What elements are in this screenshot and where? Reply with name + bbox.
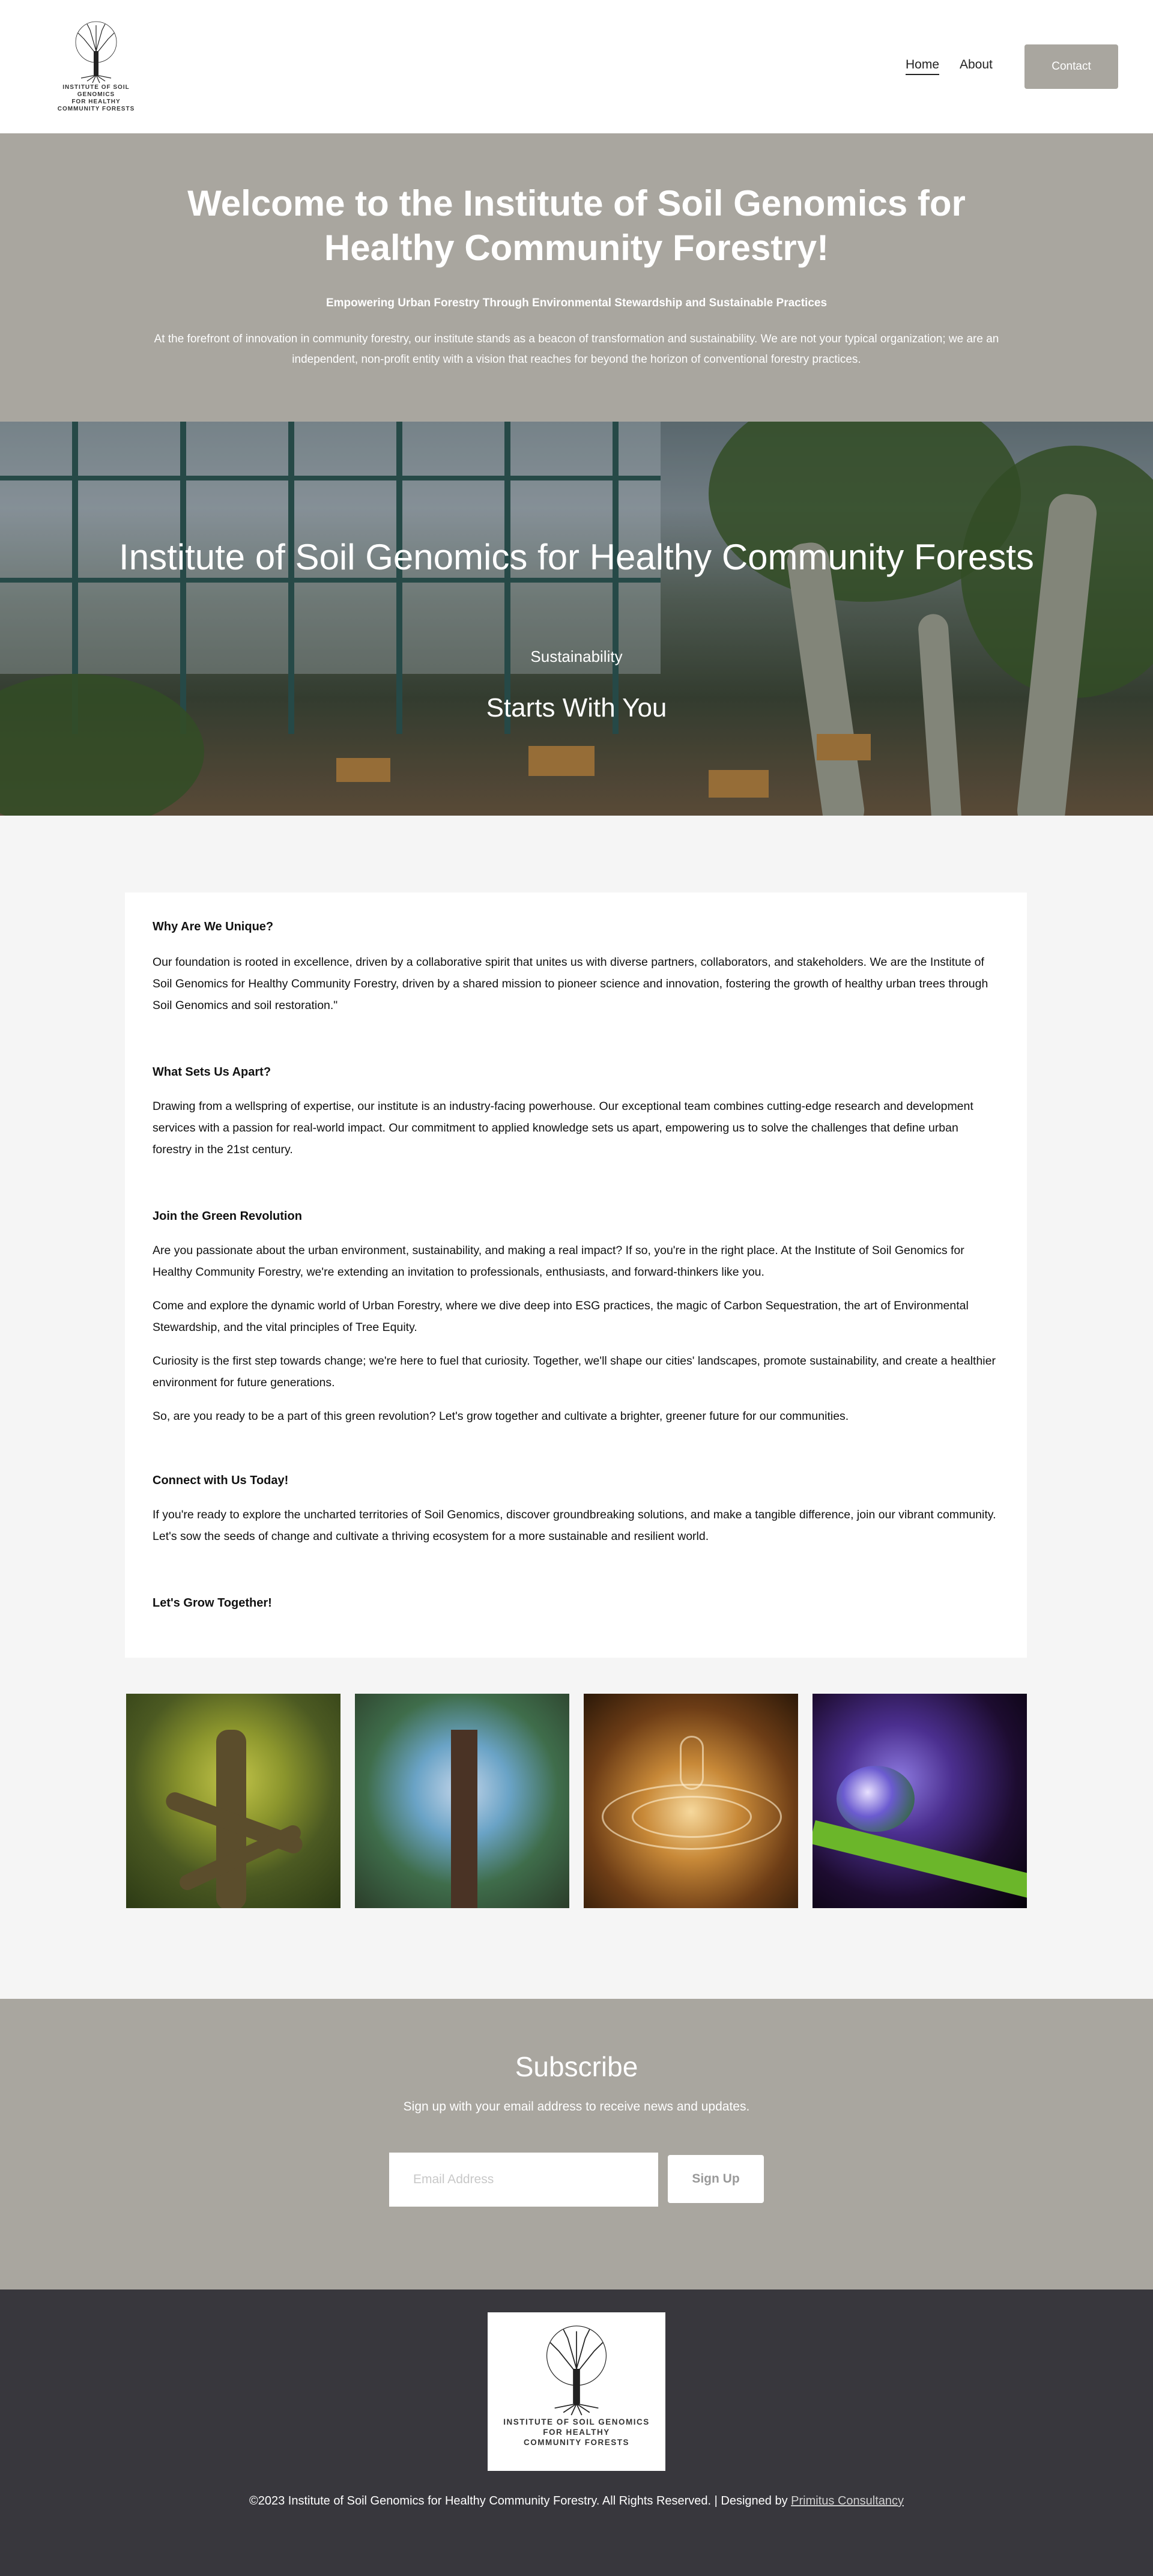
subscribe-description: Sign up with your email address to receive news and updates.: [403, 2100, 750, 2114]
section-heading: Connect with Us Today!: [153, 1474, 289, 1487]
hero-banner: [0, 422, 1153, 816]
logo-text-line: COMMUNITY FORESTS: [523, 2438, 629, 2447]
banner-overlay: [0, 422, 1153, 816]
section-paragraph: Curiosity is the first step towards change; we're here to fuel that curiosity. Together, we'll shape our cities' landscapes, promote sustainability, and create a healthier environment for future generations.: [153, 1354, 996, 1389]
section-paragraph: If you're ready to explore the uncharted territories of Soil Genomics, discover groundbreaking solutions, and make a tangible difference, join our vibrant community. Let's sow the seeds of change and cultivate a thriving ecosystem for a more sustainable and resilient world.: [153, 1508, 996, 1543]
site-header: [0, 0, 1153, 133]
contact-button[interactable]: Contact: [1024, 44, 1118, 89]
intro-description: At the forefront of innovation in community forestry, our institute stands as a beacon of transformation and sustainability. We are not your typical organization; we are an independent, non-profit entity with a vision that reaches for beyond the horizon of conventional forestry practices.: [154, 333, 999, 366]
section-heading: Join the Green Revolution: [153, 1210, 302, 1223]
section-heading: Let's Grow Together!: [153, 1596, 272, 1610]
splash-shape: [680, 1736, 704, 1790]
footer-logo[interactable]: [488, 2312, 665, 2471]
sign-up-button[interactable]: Sign Up: [668, 2155, 764, 2203]
nav-about-link[interactable]: About: [960, 58, 993, 71]
droplet-shape: [837, 1766, 915, 1832]
trunk-shape: [451, 1730, 477, 1908]
ripple-shape: [602, 1784, 782, 1850]
section-paragraph: Are you passionate about the urban environment, sustainability, and making a real impact? If so, you're in the right place. At the Institute of Soil Genomics for Healthy Community Forestry, we're extending an invitation to professionals, enthusiasts, and forward-thinkers like you.: [153, 1244, 964, 1279]
logo-text-line: FOR HEALTHY: [543, 2428, 610, 2437]
intro-subtitle: Empowering Urban Forestry Through Environmental Stewardship and Sustainable Practices: [325, 297, 828, 309]
designer-link[interactable]: Primitus Consultancy: [791, 2494, 904, 2508]
dew-drop-image: [813, 1694, 1027, 1908]
water-drop-image: [584, 1694, 798, 1908]
section-paragraph: Our foundation is rooted in excellence, driven by a collaborative spirit that unites us with diverse partners, collaborators, and stakeholders. We are the Institute of Soil Genomics for Healthy Community Forestry, driven by a shared mission to pioneer science and innovation, fostering the growth of healthy urban trees through Soil Genomics and soil restoration.": [153, 956, 988, 1012]
logo-text-line: FOR HEALTHY: [71, 98, 121, 105]
section-paragraph: Come and explore the dynamic world of Urban Forestry, where we dive deep into ESG practices, the magic of Carbon Sequestration, the art of Environmental Stewardship, and the vital principles of Tree Equity.: [153, 1299, 969, 1334]
section-paragraph: Drawing from a wellspring of expertise, our institute is an industry-facing powerhouse. Our exceptional team combines cutting-edge research and development services with a passion for real-world impact. Our commitment to applied knowledge sets us apart, empowering us to solve the challenges that define urban forestry in the 21st century.: [153, 1100, 973, 1156]
tree-logo-icon: [531, 2321, 622, 2417]
banner-tagline-2: Starts With You: [486, 693, 667, 723]
copyright-text: [0, 2494, 1153, 2508]
logo-text-line: INSTITUTE OF SOIL GENOMICS: [62, 84, 130, 98]
site-footer: [0, 2290, 1153, 2576]
redwood-image: [355, 1694, 569, 1908]
intro-section: [0, 133, 1153, 422]
page-title: Welcome to the Institute of Soil Genomics for Healthy Community Forestry!: [187, 183, 966, 268]
email-input[interactable]: [389, 2153, 658, 2207]
tree-logo-icon: [66, 18, 126, 84]
section-heading: Why Are We Unique?: [153, 920, 274, 933]
section-heading: What Sets Us Apart?: [153, 1065, 271, 1079]
nav-home-link[interactable]: Home: [906, 58, 939, 75]
site-logo[interactable]: [44, 18, 148, 117]
logo-text-line: COMMUNITY FORESTS: [57, 106, 135, 112]
copyright-label: ©2023 Institute of Soil Genomics for Healthy Community Forestry. All Rights Reserved. | Designed by: [249, 2494, 788, 2508]
banner-tagline-1: Sustainability: [530, 647, 623, 665]
subscribe-title: Subscribe: [515, 2051, 638, 2082]
content-card: [125, 893, 1027, 1658]
stem-shape: [813, 1820, 1027, 1902]
banner-title: Institute of Soil Genomics for Healthy Community Forests: [119, 537, 1034, 577]
section-paragraph: So, are you ready to be a part of this green revolution? Let's grow together and cultivate a brighter, greener future for our communities.: [153, 1410, 849, 1423]
tree-roots-image: [126, 1694, 340, 1908]
subscribe-section: [0, 1999, 1153, 2290]
logo-text-line: INSTITUTE OF SOIL GENOMICS: [503, 2417, 650, 2426]
